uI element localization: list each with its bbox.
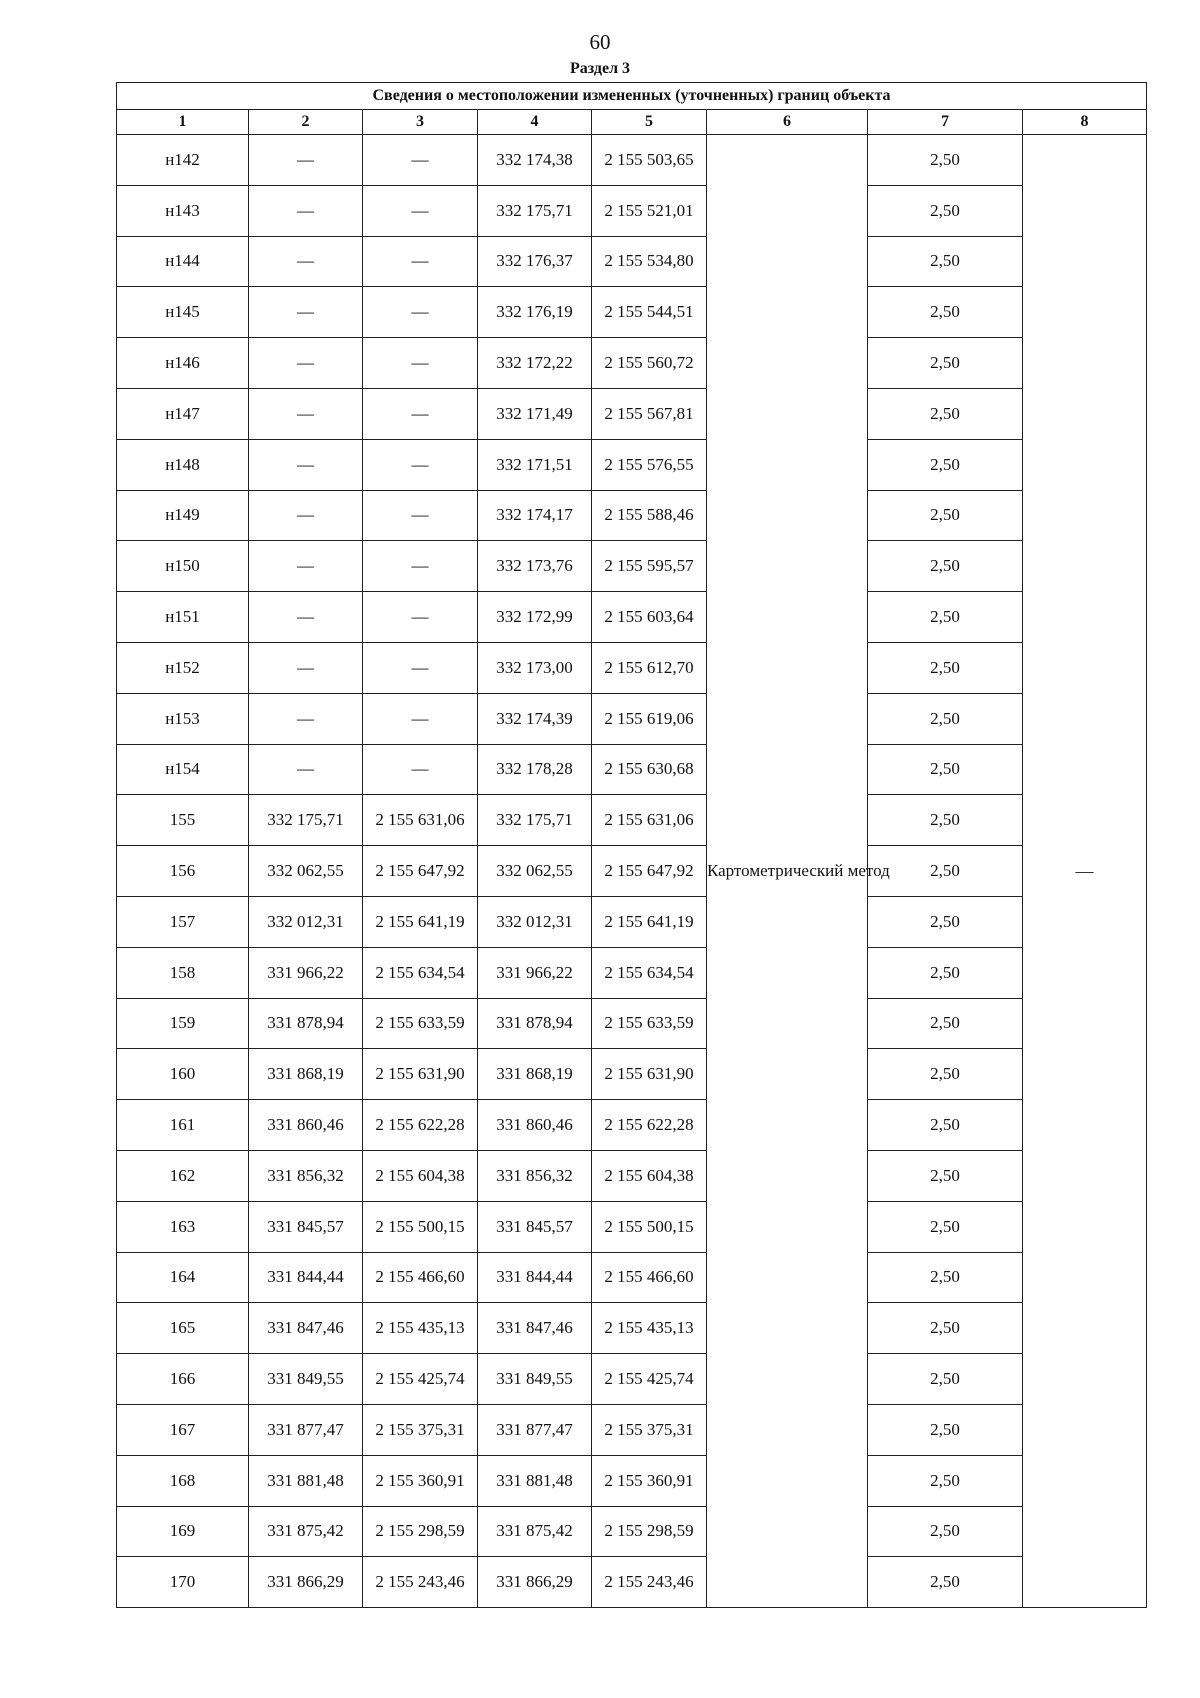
new-y-cell: 2 155 595,57 — [592, 541, 707, 592]
point-number-cell: 159 — [117, 998, 249, 1049]
old-y-cell: — — [363, 693, 478, 744]
point-number-cell: 166 — [117, 1354, 249, 1405]
old-x-cell: — — [249, 744, 363, 795]
new-y-cell: 2 155 619,06 — [592, 693, 707, 744]
point-number-cell: н152 — [117, 642, 249, 693]
old-y-cell: 2 155 641,19 — [363, 896, 478, 947]
new-y-cell: 2 155 534,80 — [592, 236, 707, 287]
old-x-cell: 331 875,42 — [249, 1506, 363, 1557]
point-number-cell: 162 — [117, 1150, 249, 1201]
accuracy-cell: 2,50 — [868, 642, 1023, 693]
new-y-cell: 2 155 425,74 — [592, 1354, 707, 1405]
accuracy-cell: 2,50 — [868, 947, 1023, 998]
old-x-cell: — — [249, 388, 363, 439]
old-x-cell: 332 175,71 — [249, 795, 363, 846]
new-x-cell: 331 866,29 — [478, 1557, 592, 1608]
table-row — [117, 1354, 1147, 1405]
table-row — [117, 1049, 1147, 1100]
point-number-cell: 165 — [117, 1303, 249, 1354]
new-x-cell: 332 174,38 — [478, 135, 592, 186]
new-y-cell: 2 155 634,54 — [592, 947, 707, 998]
table-row — [117, 1201, 1147, 1252]
new-x-cell: 331 856,32 — [478, 1150, 592, 1201]
old-y-cell: — — [363, 185, 478, 236]
new-x-cell: 332 175,71 — [478, 185, 592, 236]
new-y-cell: 2 155 375,31 — [592, 1404, 707, 1455]
table-row — [117, 1252, 1147, 1303]
point-number-cell: н148 — [117, 439, 249, 490]
table-row — [117, 1404, 1147, 1455]
point-number-cell: н149 — [117, 490, 249, 541]
accuracy-cell: 2,50 — [868, 439, 1023, 490]
point-number-cell: н143 — [117, 185, 249, 236]
column-number: 5 — [592, 110, 707, 135]
table-caption: Сведения о местоположении измененных (уточненных) границ объекта — [117, 83, 1147, 110]
accuracy-cell: 2,50 — [868, 338, 1023, 389]
table-row — [117, 592, 1147, 643]
new-x-cell: 332 173,76 — [478, 541, 592, 592]
point-number-cell: 164 — [117, 1252, 249, 1303]
new-x-cell: 331 849,55 — [478, 1354, 592, 1405]
column-number: 4 — [478, 110, 592, 135]
table-row — [117, 135, 1147, 186]
old-x-cell: — — [249, 185, 363, 236]
new-x-cell: 332 171,51 — [478, 439, 592, 490]
new-y-cell: 2 155 360,91 — [592, 1455, 707, 1506]
old-x-cell: — — [249, 439, 363, 490]
point-number-cell: н151 — [117, 592, 249, 643]
accuracy-cell: 2,50 — [868, 236, 1023, 287]
new-y-cell: 2 155 466,60 — [592, 1252, 707, 1303]
accuracy-cell: 2,50 — [868, 135, 1023, 186]
new-y-cell: 2 155 633,59 — [592, 998, 707, 1049]
column-8-cell: — — [1023, 135, 1147, 1608]
accuracy-cell: 2,50 — [868, 693, 1023, 744]
accuracy-cell: 2,50 — [868, 846, 1023, 897]
accuracy-cell: 2,50 — [868, 1049, 1023, 1100]
old-y-cell: 2 155 298,59 — [363, 1506, 478, 1557]
old-y-cell: 2 155 243,46 — [363, 1557, 478, 1608]
point-number-cell: 157 — [117, 896, 249, 947]
old-y-cell: 2 155 631,90 — [363, 1049, 478, 1100]
accuracy-cell: 2,50 — [868, 1201, 1023, 1252]
point-number-cell: н147 — [117, 388, 249, 439]
table-row — [117, 693, 1147, 744]
old-y-cell: 2 155 360,91 — [363, 1455, 478, 1506]
point-number-cell: 161 — [117, 1100, 249, 1151]
old-y-cell: — — [363, 287, 478, 338]
old-x-cell: 331 877,47 — [249, 1404, 363, 1455]
old-x-cell: 331 878,94 — [249, 998, 363, 1049]
old-x-cell: 331 856,32 — [249, 1150, 363, 1201]
old-y-cell: — — [363, 439, 478, 490]
table-row — [117, 236, 1147, 287]
old-x-cell: — — [249, 135, 363, 186]
accuracy-cell: 2,50 — [868, 1506, 1023, 1557]
new-x-cell: 332 062,55 — [478, 846, 592, 897]
table-row — [117, 287, 1147, 338]
point-number-cell: 155 — [117, 795, 249, 846]
old-x-cell: 332 012,31 — [249, 896, 363, 947]
accuracy-cell: 2,50 — [868, 592, 1023, 643]
accuracy-cell: 2,50 — [868, 1150, 1023, 1201]
old-x-cell: 331 966,22 — [249, 947, 363, 998]
old-y-cell: — — [363, 338, 478, 389]
accuracy-cell: 2,50 — [868, 998, 1023, 1049]
point-number-cell: 170 — [117, 1557, 249, 1608]
old-x-cell: — — [249, 592, 363, 643]
old-x-cell: — — [249, 642, 363, 693]
table-row — [117, 1100, 1147, 1151]
new-x-cell: 332 175,71 — [478, 795, 592, 846]
table-body — [117, 135, 1147, 1608]
new-x-cell: 332 012,31 — [478, 896, 592, 947]
new-y-cell: 2 155 576,55 — [592, 439, 707, 490]
section-title: Раздел 3 — [569, 60, 631, 77]
old-y-cell: — — [363, 135, 478, 186]
old-y-cell: 2 155 622,28 — [363, 1100, 478, 1151]
table-row — [117, 1506, 1147, 1557]
table-row — [117, 1557, 1147, 1608]
old-x-cell: 331 849,55 — [249, 1354, 363, 1405]
point-number-cell: н142 — [117, 135, 249, 186]
old-y-cell: 2 155 631,06 — [363, 795, 478, 846]
method-cell: Картометрический метод — [707, 135, 868, 1608]
new-x-cell: 332 171,49 — [478, 388, 592, 439]
new-x-cell: 332 172,22 — [478, 338, 592, 389]
table-row — [117, 490, 1147, 541]
old-y-cell: — — [363, 236, 478, 287]
page-number: 60 — [589, 30, 611, 54]
old-x-cell: — — [249, 287, 363, 338]
new-x-cell: 332 173,00 — [478, 642, 592, 693]
accuracy-cell: 2,50 — [868, 1354, 1023, 1405]
column-number: 6 — [707, 110, 868, 135]
new-x-cell: 332 174,39 — [478, 693, 592, 744]
accuracy-cell: 2,50 — [868, 744, 1023, 795]
new-y-cell: 2 155 647,92 — [592, 846, 707, 897]
table-row — [117, 795, 1147, 846]
point-number-cell: 169 — [117, 1506, 249, 1557]
new-x-cell: 331 878,94 — [478, 998, 592, 1049]
boundary-points-table — [116, 82, 1147, 1608]
accuracy-cell: 2,50 — [868, 896, 1023, 947]
table-row — [117, 439, 1147, 490]
new-x-cell: 331 844,44 — [478, 1252, 592, 1303]
new-x-cell: 331 847,46 — [478, 1303, 592, 1354]
old-y-cell: — — [363, 541, 478, 592]
table-row — [117, 388, 1147, 439]
accuracy-cell: 2,50 — [868, 1100, 1023, 1151]
table-row — [117, 541, 1147, 592]
old-y-cell: — — [363, 592, 478, 643]
point-number-cell: н154 — [117, 744, 249, 795]
point-number-cell: н145 — [117, 287, 249, 338]
new-x-cell: 331 860,46 — [478, 1100, 592, 1151]
accuracy-cell: 2,50 — [868, 1557, 1023, 1608]
table-row — [117, 947, 1147, 998]
table-row — [117, 896, 1147, 947]
new-y-cell: 2 155 544,51 — [592, 287, 707, 338]
accuracy-cell: 2,50 — [868, 388, 1023, 439]
old-x-cell: 331 866,29 — [249, 1557, 363, 1608]
point-number-cell: 168 — [117, 1455, 249, 1506]
point-number-cell: 163 — [117, 1201, 249, 1252]
point-number-cell: н150 — [117, 541, 249, 592]
old-y-cell: 2 155 633,59 — [363, 998, 478, 1049]
old-y-cell: — — [363, 642, 478, 693]
old-x-cell: — — [249, 236, 363, 287]
new-y-cell: 2 155 500,15 — [592, 1201, 707, 1252]
accuracy-cell: 2,50 — [868, 1455, 1023, 1506]
point-number-cell: н144 — [117, 236, 249, 287]
new-y-cell: 2 155 641,19 — [592, 896, 707, 947]
old-x-cell: — — [249, 338, 363, 389]
new-x-cell: 332 176,19 — [478, 287, 592, 338]
point-number-cell: н146 — [117, 338, 249, 389]
new-x-cell: 331 845,57 — [478, 1201, 592, 1252]
new-y-cell: 2 155 588,46 — [592, 490, 707, 541]
table-row — [117, 185, 1147, 236]
new-x-cell: 332 176,37 — [478, 236, 592, 287]
table-row — [117, 642, 1147, 693]
old-y-cell: 2 155 500,15 — [363, 1201, 478, 1252]
table-row — [117, 1455, 1147, 1506]
column-number: 3 — [363, 110, 478, 135]
accuracy-cell: 2,50 — [868, 1303, 1023, 1354]
new-y-cell: 2 155 612,70 — [592, 642, 707, 693]
old-x-cell: — — [249, 490, 363, 541]
old-y-cell: 2 155 466,60 — [363, 1252, 478, 1303]
new-y-cell: 2 155 631,90 — [592, 1049, 707, 1100]
column-number: 8 — [1023, 110, 1147, 135]
old-x-cell: 331 847,46 — [249, 1303, 363, 1354]
table-row — [117, 1150, 1147, 1201]
old-x-cell: 332 062,55 — [249, 846, 363, 897]
table-row — [117, 1303, 1147, 1354]
point-number-cell: н153 — [117, 693, 249, 744]
column-number-row — [117, 110, 1147, 135]
new-x-cell: 331 877,47 — [478, 1404, 592, 1455]
old-y-cell: 2 155 647,92 — [363, 846, 478, 897]
accuracy-cell: 2,50 — [868, 1252, 1023, 1303]
old-x-cell: 331 844,44 — [249, 1252, 363, 1303]
new-x-cell: 332 172,99 — [478, 592, 592, 643]
old-y-cell: — — [363, 490, 478, 541]
column-number: 2 — [249, 110, 363, 135]
old-x-cell: — — [249, 541, 363, 592]
column-number: 1 — [117, 110, 249, 135]
new-x-cell: 331 881,48 — [478, 1455, 592, 1506]
point-number-cell: 156 — [117, 846, 249, 897]
point-number-cell: 158 — [117, 947, 249, 998]
accuracy-cell: 2,50 — [868, 541, 1023, 592]
table-row — [117, 744, 1147, 795]
new-y-cell: 2 155 567,81 — [592, 388, 707, 439]
new-y-cell: 2 155 604,38 — [592, 1150, 707, 1201]
accuracy-cell: 2,50 — [868, 287, 1023, 338]
new-y-cell: 2 155 435,13 — [592, 1303, 707, 1354]
old-x-cell: 331 860,46 — [249, 1100, 363, 1151]
new-y-cell: 2 155 560,72 — [592, 338, 707, 389]
old-y-cell: 2 155 634,54 — [363, 947, 478, 998]
table-row — [117, 998, 1147, 1049]
accuracy-cell: 2,50 — [868, 185, 1023, 236]
new-x-cell: 331 966,22 — [478, 947, 592, 998]
new-x-cell: 332 178,28 — [478, 744, 592, 795]
old-x-cell: 331 868,19 — [249, 1049, 363, 1100]
new-y-cell: 2 155 603,64 — [592, 592, 707, 643]
old-x-cell: 331 845,57 — [249, 1201, 363, 1252]
old-y-cell: 2 155 425,74 — [363, 1354, 478, 1405]
point-number-cell: 167 — [117, 1404, 249, 1455]
new-y-cell: 2 155 243,46 — [592, 1557, 707, 1608]
point-number-cell: 160 — [117, 1049, 249, 1100]
new-x-cell: 331 868,19 — [478, 1049, 592, 1100]
old-y-cell: 2 155 435,13 — [363, 1303, 478, 1354]
old-x-cell: — — [249, 693, 363, 744]
new-y-cell: 2 155 521,01 — [592, 185, 707, 236]
new-y-cell: 2 155 503,65 — [592, 135, 707, 186]
accuracy-cell: 2,50 — [868, 1404, 1023, 1455]
new-y-cell: 2 155 298,59 — [592, 1506, 707, 1557]
column-number: 7 — [868, 110, 1023, 135]
old-y-cell: — — [363, 388, 478, 439]
new-y-cell: 2 155 631,06 — [592, 795, 707, 846]
table-row — [117, 338, 1147, 389]
table-row — [117, 846, 1147, 897]
old-y-cell: 2 155 375,31 — [363, 1404, 478, 1455]
new-y-cell: 2 155 622,28 — [592, 1100, 707, 1151]
new-y-cell: 2 155 630,68 — [592, 744, 707, 795]
old-x-cell: 331 881,48 — [249, 1455, 363, 1506]
accuracy-cell: 2,50 — [868, 490, 1023, 541]
old-y-cell: 2 155 604,38 — [363, 1150, 478, 1201]
new-x-cell: 332 174,17 — [478, 490, 592, 541]
new-x-cell: 331 875,42 — [478, 1506, 592, 1557]
accuracy-cell: 2,50 — [868, 795, 1023, 846]
old-y-cell: — — [363, 744, 478, 795]
